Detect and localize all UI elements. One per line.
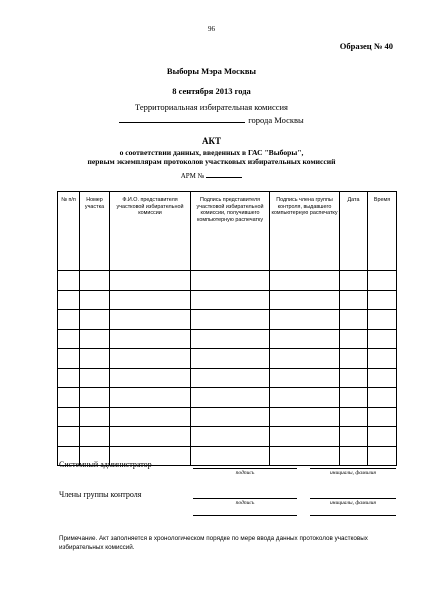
table-cell[interactable] bbox=[368, 368, 397, 388]
table-cell[interactable] bbox=[58, 271, 80, 291]
election-date: 8 сентября 2013 года bbox=[172, 86, 251, 96]
arm-label: АРМ № bbox=[180, 172, 205, 180]
table-cell[interactable] bbox=[270, 349, 340, 369]
table-row bbox=[58, 271, 397, 291]
table-cell[interactable] bbox=[340, 368, 368, 388]
sysadmin-label: Системный администратор bbox=[59, 460, 152, 469]
table-row bbox=[58, 407, 397, 427]
table-cell[interactable] bbox=[191, 329, 270, 349]
table-row bbox=[58, 388, 397, 408]
control-signature-line-2[interactable] bbox=[193, 515, 297, 516]
table-cell[interactable] bbox=[58, 368, 80, 388]
table-cell[interactable] bbox=[191, 427, 270, 447]
act-subtitle-line1: о соответствии данных, введенных в ГАС "Выборы", bbox=[119, 148, 304, 157]
table-cell[interactable] bbox=[80, 271, 110, 291]
table-cell[interactable] bbox=[110, 388, 191, 408]
table-cell[interactable] bbox=[80, 290, 110, 310]
sample-label: Образец № 40 bbox=[339, 41, 393, 51]
table-cell[interactable] bbox=[58, 349, 80, 369]
commission-city: города Москвы bbox=[248, 115, 304, 125]
control-name-line-2[interactable] bbox=[310, 515, 396, 516]
table-cell[interactable] bbox=[340, 310, 368, 330]
table-cell[interactable] bbox=[80, 329, 110, 349]
table-row bbox=[58, 290, 397, 310]
table-cell[interactable] bbox=[368, 329, 397, 349]
table-cell[interactable] bbox=[191, 310, 270, 330]
table-cell[interactable] bbox=[368, 349, 397, 369]
table-cell[interactable] bbox=[110, 427, 191, 447]
arm-blank[interactable] bbox=[206, 170, 242, 178]
table-cell[interactable] bbox=[58, 310, 80, 330]
table-cell[interactable] bbox=[58, 329, 80, 349]
table-row bbox=[58, 349, 397, 369]
table-header-row bbox=[58, 192, 397, 271]
act-subtitle-line2: первым экземплярам протоколов участковых избирательных комиссий bbox=[87, 157, 336, 166]
table-cell[interactable] bbox=[80, 407, 110, 427]
table-cell[interactable] bbox=[80, 349, 110, 369]
table-cell[interactable] bbox=[58, 407, 80, 427]
table-cell[interactable] bbox=[340, 329, 368, 349]
sysadmin-sign-caption: подпись bbox=[235, 470, 255, 476]
table-cell[interactable] bbox=[191, 271, 270, 291]
footnote: Примечание. Акт заполняется в хронологическом порядке по мере ввода данных протоколов участковых избирательных комиссий. bbox=[59, 535, 368, 551]
table-cell[interactable] bbox=[191, 349, 270, 369]
control-name-caption: инициалы, фамилия bbox=[330, 500, 376, 506]
table-cell[interactable] bbox=[110, 329, 191, 349]
header-time: Время bbox=[368, 192, 397, 271]
table-cell[interactable] bbox=[270, 290, 340, 310]
sysadmin-signature-line[interactable] bbox=[193, 468, 297, 469]
table-cell[interactable] bbox=[110, 407, 191, 427]
table-cell[interactable] bbox=[270, 388, 340, 408]
act-table bbox=[57, 191, 397, 466]
table-cell[interactable] bbox=[58, 427, 80, 447]
table-cell[interactable] bbox=[368, 407, 397, 427]
table-cell[interactable] bbox=[80, 427, 110, 447]
table-cell[interactable] bbox=[340, 388, 368, 408]
table-cell[interactable] bbox=[110, 310, 191, 330]
table-row bbox=[58, 427, 397, 447]
control-signature-line[interactable] bbox=[193, 498, 297, 499]
table-cell[interactable] bbox=[340, 271, 368, 291]
table-cell[interactable] bbox=[368, 388, 397, 408]
table-cell[interactable] bbox=[110, 290, 191, 310]
table-cell[interactable] bbox=[191, 388, 270, 408]
table-cell[interactable] bbox=[368, 427, 397, 447]
table-cell[interactable] bbox=[340, 290, 368, 310]
commission-blank[interactable] bbox=[119, 114, 245, 123]
table-cell[interactable] bbox=[368, 290, 397, 310]
table-cell[interactable] bbox=[340, 446, 368, 466]
table-cell[interactable] bbox=[58, 290, 80, 310]
table-cell[interactable] bbox=[110, 349, 191, 369]
table-cell[interactable] bbox=[80, 310, 110, 330]
arm-line bbox=[0, 170, 423, 180]
commission-title: Территориальная избирательная комиссия bbox=[135, 102, 288, 112]
table-cell[interactable] bbox=[340, 349, 368, 369]
table-cell[interactable] bbox=[191, 446, 270, 466]
table-cell[interactable] bbox=[270, 368, 340, 388]
sysadmin-name-line[interactable] bbox=[310, 468, 396, 469]
table-cell[interactable] bbox=[191, 368, 270, 388]
control-sign-caption: подпись bbox=[235, 500, 255, 506]
table-cell[interactable] bbox=[110, 271, 191, 291]
page-number: 96 bbox=[208, 25, 215, 33]
header-date: Дата bbox=[340, 192, 368, 271]
table-row bbox=[58, 310, 397, 330]
table-cell[interactable] bbox=[58, 388, 80, 408]
table-cell[interactable] bbox=[270, 446, 340, 466]
act-title: АКТ bbox=[201, 136, 222, 146]
header-precinct: Номер участка bbox=[80, 192, 110, 271]
table-cell[interactable] bbox=[110, 368, 191, 388]
table-row bbox=[58, 329, 397, 349]
table-cell[interactable] bbox=[368, 310, 397, 330]
control-group-label: Члены группы контроля bbox=[59, 490, 142, 499]
table-cell[interactable] bbox=[270, 310, 340, 330]
commission-line bbox=[0, 114, 423, 125]
table-cell[interactable] bbox=[270, 271, 340, 291]
table-row bbox=[58, 368, 397, 388]
header-rep-name: Ф.И.О. представителя участковой избирательной комиссии bbox=[110, 192, 191, 271]
table-cell[interactable] bbox=[368, 446, 397, 466]
table-cell[interactable] bbox=[191, 407, 270, 427]
header-control-signature: Подпись члена группы контроля, выдавшего компьютерную распечатку bbox=[270, 192, 340, 271]
table-cell[interactable] bbox=[270, 329, 340, 349]
sysadmin-name-caption: инициалы, фамилия bbox=[330, 470, 376, 476]
control-name-line[interactable] bbox=[310, 498, 396, 499]
table-cell[interactable] bbox=[270, 407, 340, 427]
table-cell[interactable] bbox=[340, 427, 368, 447]
table-cell[interactable] bbox=[368, 271, 397, 291]
table-cell[interactable] bbox=[191, 290, 270, 310]
table-cell[interactable] bbox=[270, 427, 340, 447]
table-cell[interactable] bbox=[80, 388, 110, 408]
table-cell[interactable] bbox=[80, 368, 110, 388]
header-num: № п/п bbox=[58, 192, 80, 271]
header-rep-signature: Подпись представителя участковой избирательной комиссии, получившего компьютерную распечатку bbox=[191, 192, 270, 271]
election-title: Выборы Мэра Москвы bbox=[166, 66, 257, 76]
table-cell[interactable] bbox=[340, 407, 368, 427]
